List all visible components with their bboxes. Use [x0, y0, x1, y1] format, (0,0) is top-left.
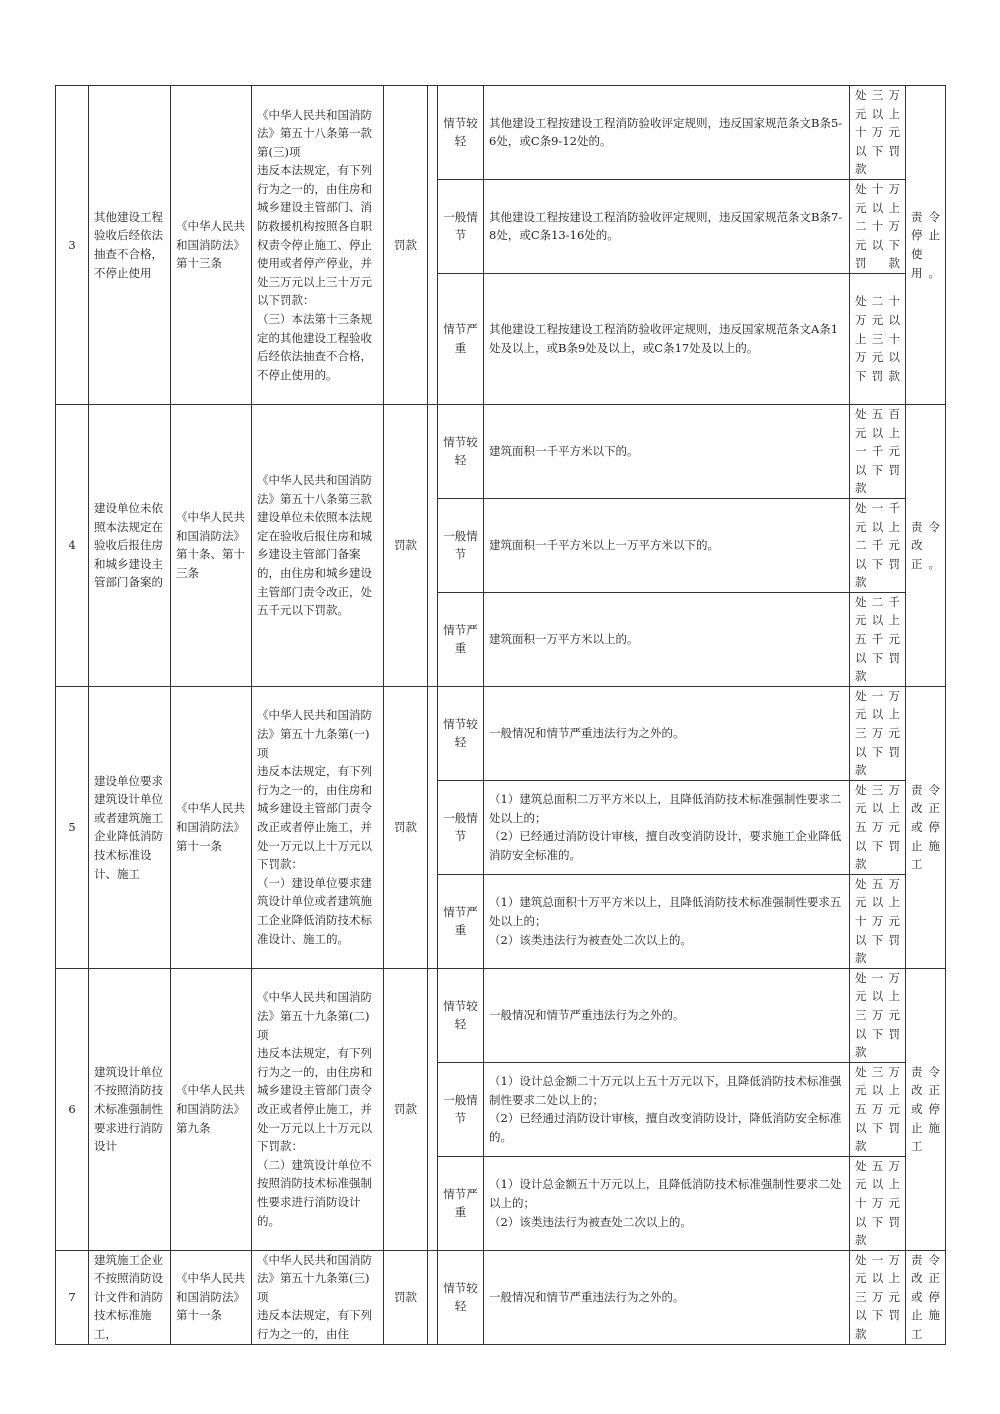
other-measures: 责令停止使用。 [906, 86, 946, 405]
violation-matter: 建筑施工企业不按照消防设计文件和消防技术标准施工， [89, 1250, 171, 1344]
severity-description [484, 1062, 850, 1156]
severity-level: 情节严重 [438, 874, 484, 968]
violation-matter: 建筑设计单位不按照消防技术标准强制性要求进行消防设计 [89, 968, 171, 1250]
severity-level: 一般情节 [438, 179, 484, 273]
text-paragraph: 违反本法规定，有下列行为之一的，由住房和城乡建设主管部门责令改正或者停止施工，并处一万元以上十万元以下罚款： [257, 1046, 372, 1154]
penalty-amount: 处一千元以上二千元以下罚款 [850, 498, 906, 592]
row-number: 7 [56, 1250, 89, 1344]
legal-basis: 《中华人民共和国消防法》第十一条 [171, 1250, 252, 1344]
severity-description: 建筑面积一万平方米以上的。 [484, 592, 850, 686]
row-number: 5 [56, 686, 89, 968]
penalty-provision-text [257, 988, 378, 1230]
row-number: 4 [56, 404, 89, 686]
severity-level: 情节严重 [438, 1156, 484, 1250]
severity-description [484, 874, 850, 968]
text-paragraph: 违反本法规定，有下列行为之一的，由住房和城乡建设主管部门、消防救援机构按照各自职权责令停止施工、停止使用或者停产停业，并处三万元以上三十万元以下罚款： [257, 163, 372, 308]
penalty-amount: 处一万元以上三万元以下罚款 [850, 686, 906, 780]
text-paragraph: （1）设计总金额五十万元以上，且降低消防技术标准强制性要求二处以上的； [489, 1177, 842, 1210]
penalty-type: 罚款 [384, 404, 428, 686]
penalty-provision-text [257, 106, 378, 385]
severity-level: 情节较轻 [438, 404, 484, 498]
severity-description: 其他建设工程按建设工程消防验收评定规则，违反国家规范条文B条7-8处，或C条13-16处的。 [484, 179, 850, 273]
text-paragraph: （2）该类违法行为被查处二次以上的。 [489, 1214, 692, 1229]
penalty-provision [252, 404, 384, 686]
penalty-type: 罚款 [384, 86, 428, 405]
column-gap [428, 86, 438, 405]
violation-matter: 其他建设工程验收后经依法抽查不合格，不停止使用 [89, 86, 171, 405]
text-paragraph: 《中华人民共和国消防法》第五十九条第(三)项 [257, 1252, 372, 1304]
penalty-amount: 处二千元以上五千元以下罚款 [850, 592, 906, 686]
severity-description [484, 1156, 850, 1250]
severity-description: 一般情况和情节严重违法行为之外的。 [484, 968, 850, 1062]
text-paragraph: （2）该类违法行为被查处二次以上的。 [489, 932, 692, 947]
column-gap [428, 968, 438, 1250]
violation-matter: 建设单位未依照本法规定在验收后报住房和城乡建设主管部门备案的 [89, 404, 171, 686]
text-paragraph: 《中华人民共和国消防法》第五十八条第三款 [257, 473, 372, 506]
text-paragraph: 违反本法规定，有下列行为之一的，由住房和城乡建设主管部门责令改正或者停止施工，并处一万元以上十万元以下罚款： [257, 764, 372, 872]
severity-level: 一般情节 [438, 780, 484, 874]
penalty-provision [252, 686, 384, 968]
penalty-amount: 处三万元以上五万元以下罚款 [850, 1062, 906, 1156]
penalty-amount: 处三万元以上十万元以下罚款 [850, 86, 906, 180]
text-paragraph: （1）设计总金额二十万元以上五十万元以下，且降低消防技术标准强制性要求二处以上的； [489, 1074, 842, 1107]
text-paragraph: 《中华人民共和国消防法》第五十九条第(一)项 [257, 708, 372, 760]
penalty-amount: 处五万元以上十万元以下罚款 [850, 1156, 906, 1250]
penalty-provision [252, 86, 384, 405]
penalty-amount: 处三万元以上五万元以下罚款 [850, 780, 906, 874]
penalty-type: 罚款 [384, 968, 428, 1250]
other-measures: 责令改正或停止施工 [906, 1250, 946, 1344]
violation-matter: 建设单位要求建筑设计单位或者建筑施工企业降低消防技术标准设计、施工 [89, 686, 171, 968]
other-measures: 责令改正或停止施工 [906, 686, 946, 968]
text-paragraph: （三）本法第十三条规定的其他建设工程验收后经依法抽查不合格，不停止使用的。 [257, 312, 372, 382]
column-gap [428, 686, 438, 968]
row-number: 6 [56, 968, 89, 1250]
severity-description: 建筑面积一千平方米以下的。 [484, 404, 850, 498]
legal-basis: 《中华人民共和国消防法》第十一条 [171, 686, 252, 968]
penalty-standard-table [55, 85, 946, 1345]
severity-level: 情节较轻 [438, 968, 484, 1062]
text-paragraph: （一）建设单位要求建筑设计单位或者建筑施工企业降低消防技术标准设计、施工的。 [257, 875, 372, 946]
penalty-amount: 处一万元以上三万元以下罚款 [850, 1250, 906, 1344]
penalty-amount: 处五万元以上十万元以下罚款 [850, 874, 906, 968]
text-paragraph: 建设单位未依照本法规定在验收后报住房和城乡建设主管部门备案的，由住房和城乡建设主管部门责令改正，处五千元以下罚款。 [257, 510, 372, 618]
table-row [56, 1250, 946, 1344]
table-row [56, 968, 946, 1062]
text-paragraph: （2）已经通过消防设计审核，擅自改变消防设计，要求施工企业降低消防安全标准的。 [489, 829, 842, 862]
other-measures: 责令改正。 [906, 404, 946, 686]
text-paragraph: 《中华人民共和国消防法》第五十九条第(二)项 [257, 990, 372, 1042]
table-row [56, 404, 946, 498]
penalty-amount: 处二十万元以上三十万元以下罚款 [850, 273, 906, 404]
penalty-type: 罚款 [384, 1250, 428, 1344]
legal-basis: 《中华人民共和国消防法》第十条、第十三条 [171, 404, 252, 686]
text-paragraph: （1）建筑总面积十万平方米以上，且降低消防技术标准强制性要求五处以上的； [489, 895, 842, 928]
severity-description [484, 780, 850, 874]
penalty-provision [252, 968, 384, 1250]
penalty-provision-text [257, 1251, 378, 1344]
text-paragraph: 《中华人民共和国消防法》第五十八条第一款第(三)项 [257, 107, 372, 159]
severity-level: 一般情节 [438, 1062, 484, 1156]
other-measures: 责令改正或停止施工 [906, 968, 946, 1250]
legal-basis: 《中华人民共和国消防法》第十三条 [171, 86, 252, 405]
row-number: 3 [56, 86, 89, 405]
penalty-type: 罚款 [384, 686, 428, 968]
text-paragraph: （二）建筑设计单位不按照消防技术标准强制性要求进行消防设计的。 [257, 1157, 372, 1228]
severity-level: 情节较轻 [438, 686, 484, 780]
severity-description: 一般情况和情节严重违法行为之外的。 [484, 686, 850, 780]
severity-level: 情节严重 [438, 273, 484, 404]
severity-level: 一般情节 [438, 498, 484, 592]
column-gap [428, 1250, 438, 1344]
severity-level: 情节较轻 [438, 1250, 484, 1344]
penalty-provision-text [257, 706, 378, 948]
penalty-provision-text [257, 471, 378, 620]
column-gap [428, 404, 438, 686]
legal-basis: 《中华人民共和国消防法》第九条 [171, 968, 252, 1250]
table-row [56, 686, 946, 780]
table-row [56, 86, 946, 180]
penalty-amount: 处十万元以上二十万元以下罚款 [850, 179, 906, 273]
text-paragraph: 违反本法规定，有下列行为之一的，由住 [257, 1308, 372, 1342]
text-paragraph: （2）已经通过消防设计审核，擅自改变消防设计，降低消防安全标准的。 [489, 1111, 842, 1144]
penalty-amount: 处五百元以上一千元以下罚款 [850, 404, 906, 498]
severity-level: 情节严重 [438, 592, 484, 686]
penalty-amount: 处一万元以上三万元以下罚款 [850, 968, 906, 1062]
penalty-provision [252, 1250, 384, 1344]
severity-level: 情节较轻 [438, 86, 484, 180]
text-paragraph: （1）建筑总面积二万平方米以上，且降低消防技术标准强制性要求二处以上的； [489, 792, 842, 825]
severity-description: 其他建设工程按建设工程消防验收评定规则，违反国家规范条文A条1处及以上，或B条9处及以上，或C条17处及以上的。 [484, 273, 850, 404]
severity-description: 其他建设工程按建设工程消防验收评定规则，违反国家规范条文B条5-6处，或C条9-12处的。 [484, 86, 850, 180]
severity-description: 建筑面积一千平方米以上一万平方米以下的。 [484, 498, 850, 592]
severity-description: 一般情况和情节严重违法行为之外的。 [484, 1250, 850, 1344]
